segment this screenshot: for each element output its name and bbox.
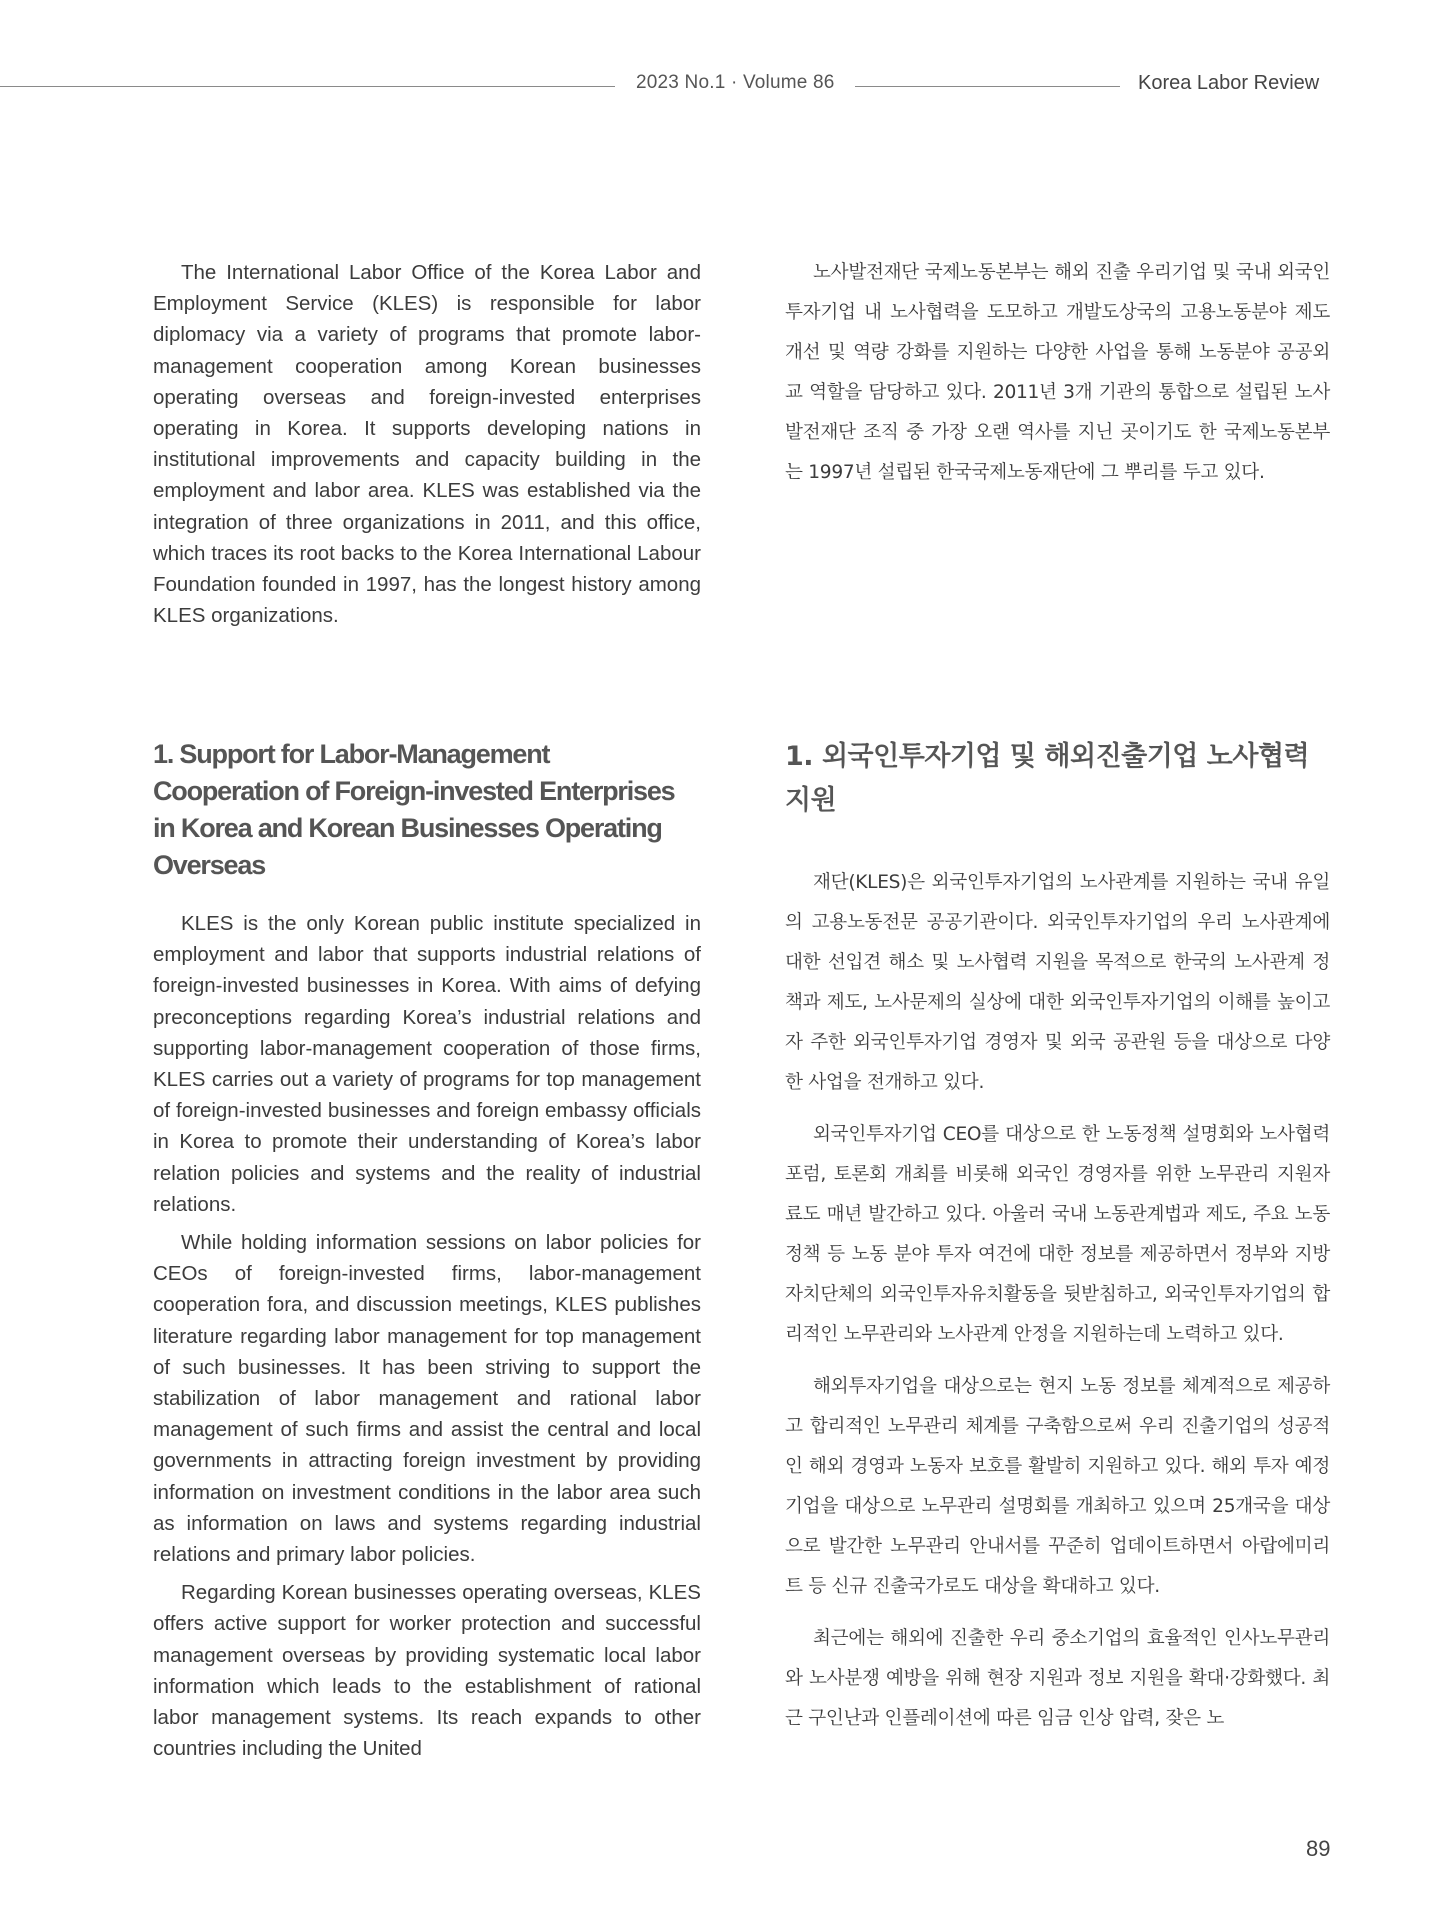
intro-english [153, 257, 701, 631]
body-paragraph-ko-3: 해외투자기업을 대상으로는 현지 노동 정보를 체계적으로 제공하고 합리적인 노무관리 체계를 구축함으로써 우리 진출기업의 성공적인 해외 경영과 노동자 보호를 활발히 지원하고 있다. 해외 투자 예정기업을 대상으로 노무관리 설명회를 개최하고 있으며 25개국을 대상으로 발간한 노무관리 안내서를 꾸준히 업데이트하면서 아랍에미리트 등 신규 진출국가로도 대상을 확대하고 있다. [785, 1376, 1331, 1597]
header-rule-left [0, 86, 615, 87]
section1-korean [785, 735, 1330, 1739]
section1-english [153, 736, 701, 1764]
body-paragraph-en-2: While holding information sessions on labor policies for CEOs of foreign-invested firms, labor-management cooperation fora, and discussion meetings, KLES publishes literature regarding labor management for top management of such businesses. It has been striving to support the stabilization of labor management and rational labor management of such firms and assist the central and local governments in attracting foreign investment by providing information on investment conditions in the labor area such as information on laws and systems regarding industrial relations and primary labor policies. [153, 1231, 701, 1567]
intro-paragraph-ko: 노사발전재단 국제노동본부는 해외 진출 우리기업 및 국내 외국인투자기업 내 노사협력을 도모하고 개발도상국의 고용노동분야 제도 개선 및 역량 강화를 지원하는 다양한 사업을 통해 노동분야 공공외교 역할을 담당하고 있다. 2011년 3개 기관의 통합으로 설립된 노사발전재단 조직 중 가장 오랜 역사를 지닌 곳이기도 한 국제노동본부는 1997년 설립된 한국국제노동재단에 그 뿌리를 두고 있다. [785, 262, 1330, 483]
issue-label: 2023 No.1 · Volume 86 [636, 72, 835, 93]
body-paragraph-ko-1: 재단(KLES)은 외국인투자기업의 노사관계를 지원하는 국내 유일의 고용노동전문 공공기관이다. 외국인투자기업의 우리 노사관계에 대한 선입견 해소 및 노사협력 지원을 목적으로 한국의 노사관계 정책과 제도, 노사문제의 실상에 대한 외국인투자기업의 이해를 높이고자 주한 외국인투자기업 경영자 및 외국 공관원 등을 대상으로 다양한 사업을 전개하고 있다. [785, 872, 1330, 1093]
body-paragraph-en-3: Regarding Korean businesses operating overseas, KLES offers active support for worker protection and successful management overseas by providing systematic local labor information which leads to the establishment of rational labor management systems. Its reach expands to other countries including the United [153, 1581, 701, 1761]
intro-paragraph-en: The International Labor Office of the Korea Labor and Employment Service (KLES) is responsible for labor diplomacy via a variety of programs that promote labor-management cooperation among Korean businesses operating overseas and foreign-invested enterprises operating in Korea. It supports developing nations in institutional improvements and capacity building in the employment and labor area. KLES was established via the integration of three organizations in 2011, and this office, which traces its root backs to the Korea International Labour Foundation founded in 1997, has the longest history among KLES organizations. [153, 261, 701, 628]
header-rule-middle [855, 86, 1120, 87]
body-paragraph-ko-2: 외국인투자기업 CEO를 대상으로 한 노동정책 설명회와 노사협력포럼, 토론회 개최를 비롯해 외국인 경영자를 위한 노무관리 지원자료도 매년 발간하고 있다. 아울러 국내 노동관계법과 제도, 주요 노동정책 등 노동 분야 투자 여건에 대한 정보를 제공하면서 정부와 지방자치단체의 외국인투자유치활동을 뒷받침하고, 외국인투자기업의 합리적인 노무관리와 노사관계 안정을 지원하는데 노력하고 있다. [785, 1124, 1330, 1345]
section-heading-en: 1. Support for Labor-Management Cooperation of Foreign-invested Enterprises in Korea and Korean Businesses Operating Overseas [153, 739, 675, 880]
page-number: 89 [1306, 1836, 1331, 1861]
body-paragraph-en-1: KLES is the only Korean public institute specialized in employment and labor that supports industrial relations of foreign-invested businesses in Korea. With aims of defying preconceptions regarding Korea’s industrial relations and supporting labor-management cooperation of those firms, KLES carries out a variety of programs for top management of foreign-invested businesses and foreign embassy officials in Korea to promote their understanding of Korea’s labor relation policies and systems and the reality of industrial relations. [153, 912, 701, 1216]
journal-title: Korea Labor Review [1138, 72, 1320, 94]
intro-korean [785, 253, 1330, 493]
section-heading-ko: 1. 외국인투자기업 및 해외진출기업 노사협력 지원 [785, 741, 1310, 816]
body-paragraph-ko-4: 최근에는 해외에 진출한 우리 중소기업의 효율적인 인사노무관리와 노사분쟁 예방을 위해 현장 지원과 정보 지원을 확대·강화했다. 최근 구인난과 인플레이션에 따른 임금 인상 압력, 잦은 노 [785, 1628, 1330, 1729]
